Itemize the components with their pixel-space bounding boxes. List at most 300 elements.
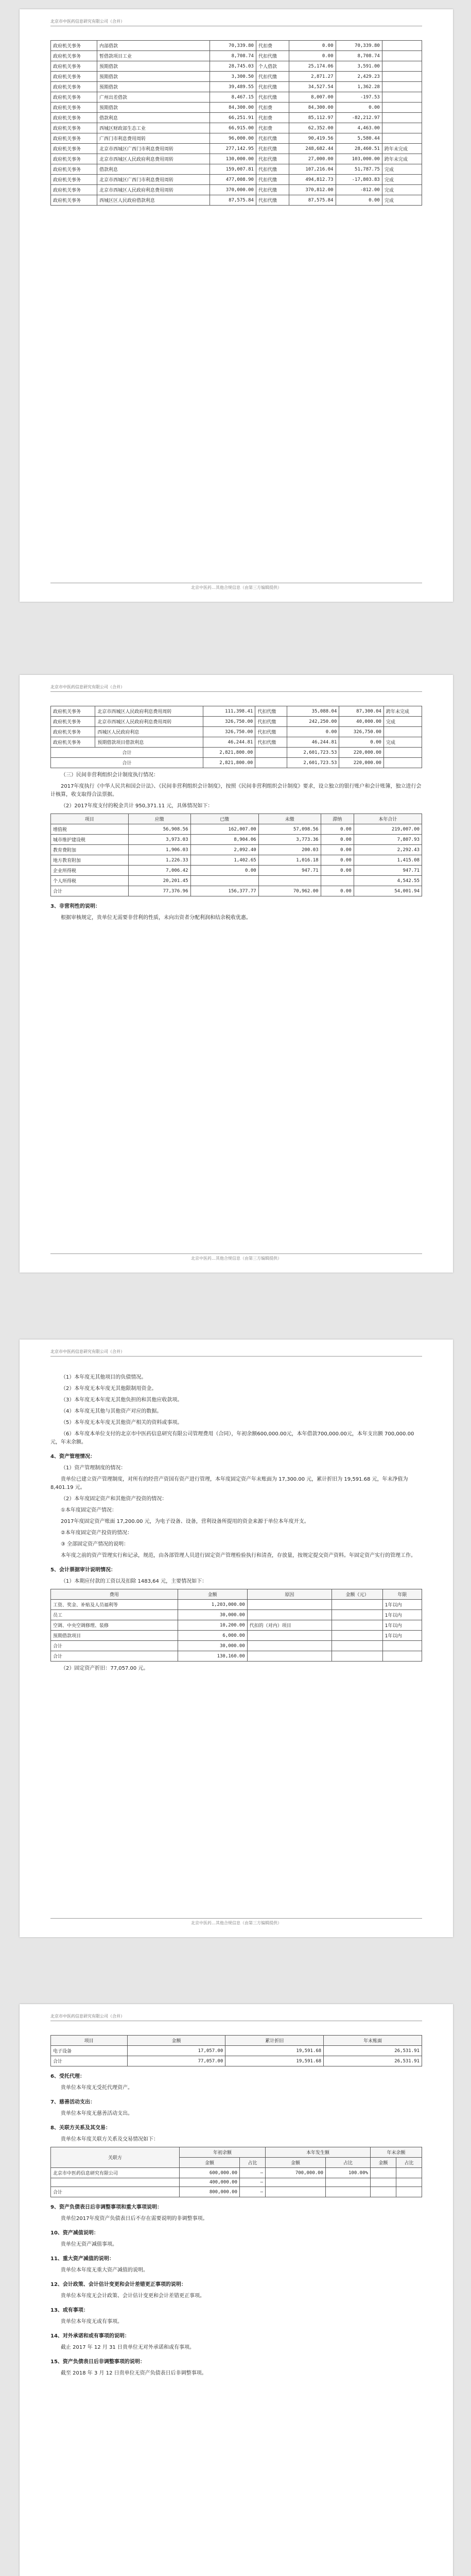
table-cell: 员工 — [51, 1610, 178, 1620]
table-cell: 西城区财政部生态工业 — [97, 123, 210, 133]
table-row — [51, 737, 422, 748]
table-cell: -82,212.97 — [336, 113, 382, 123]
table-cell: 600,000.00 — [180, 2168, 240, 2178]
table-cell: 85,112.97 — [289, 113, 336, 123]
table-cell: 北京市西城区人民政府利息费用周转 — [97, 154, 210, 164]
table-cell: 0.00 — [321, 835, 354, 845]
table-cell: 54,001.94 — [354, 886, 422, 896]
table-cell: 2,601,723.53 — [287, 758, 339, 768]
table-cell — [247, 1651, 332, 1662]
table-cell: 20,201.45 — [128, 876, 190, 886]
section-text: 贵单位2017年度资产负债表日后不存在需要说明的非调整事项。 — [61, 2216, 208, 2222]
table-cell: 30,000.00 — [178, 1610, 247, 1620]
table-cell: 电子设备 — [51, 2046, 128, 2056]
table-cell: 跨年未完成 — [383, 706, 422, 717]
table-cell: 合计 — [51, 748, 203, 758]
table-cell — [370, 2178, 396, 2187]
section-text: 截止 2017 年 12 月 31 日贵单位无对外承诺和或有事项。 — [61, 2345, 195, 2350]
related-party-table — [50, 2147, 422, 2197]
table-cell: 代扣代缴 — [255, 706, 287, 717]
table-cell: 2,821,800.00 — [203, 758, 255, 768]
table-cell — [396, 2178, 422, 2187]
table-cell — [266, 2187, 326, 2197]
table-cell — [247, 1600, 332, 1610]
table-cell: 111,398.41 — [203, 706, 255, 717]
col-header: 占比 — [396, 2158, 422, 2168]
section-heading: 14、对外承诺和或有事项的说明： — [50, 2333, 130, 2339]
section-text: ③ 全部固定资产情况的说明： — [61, 1541, 129, 1547]
table-cell — [332, 1620, 383, 1631]
table-cell — [382, 41, 422, 51]
table-cell — [332, 1610, 383, 1620]
table-row — [51, 717, 422, 727]
table-cell: 政府机关事务 — [51, 103, 97, 113]
asset-table — [50, 2035, 422, 2066]
table-cell: 2,092.40 — [190, 845, 258, 855]
table-cell: 2,429.23 — [336, 72, 382, 82]
table-cell: 8,708.74 — [336, 51, 382, 61]
table-cell: 代扣代缴 — [256, 133, 289, 144]
table-cell: 90,419.56 — [289, 133, 336, 144]
table-cell: 北京市中医药信息研究有限公司 — [51, 2168, 180, 2178]
table-cell: 城市维护建设税 — [51, 835, 129, 845]
table-cell — [326, 2178, 371, 2187]
table-cell: 预期借款项目 — [51, 1631, 178, 1641]
table-cell: 代扣费 — [256, 103, 289, 113]
table-cell — [255, 758, 287, 768]
table-cell: 27,000.00 — [289, 154, 336, 164]
table-cell: 5,580.44 — [336, 133, 382, 144]
table-cell: 政府机关事务 — [51, 92, 97, 103]
section-text: （三）民间非营利组织会计制度执行情况： — [61, 772, 159, 778]
table-cell: 预期借款项目借款利息 — [95, 737, 203, 748]
table-cell: 242,250.00 — [287, 717, 339, 727]
table-row — [51, 845, 422, 855]
table-cell: 57,098.56 — [258, 824, 321, 835]
table-cell: 增值税 — [51, 824, 129, 835]
section-text: （2）本年度固定资产和其他资产投资的情况： — [61, 1496, 167, 1502]
table-cell — [382, 1641, 422, 1651]
table-row — [51, 886, 422, 896]
table-cell: 代扣代缴 — [256, 72, 289, 82]
table-cell: 0.00 — [289, 41, 336, 51]
table-row — [51, 2187, 422, 2197]
table-cell: 947.71 — [258, 866, 321, 876]
table-row — [51, 706, 422, 717]
table-cell: 政府机关事务 — [51, 41, 97, 51]
table-cell: 3,591.00 — [336, 61, 382, 72]
table-cell: 1,402.65 — [190, 855, 258, 866]
table-cell: 北京市西城区人民政府利息费用周转 — [95, 706, 203, 717]
col-header: 占比 — [326, 2158, 371, 2168]
page-footer: 北京中医药…其他合规信息（由第三方编辑提供） — [50, 1918, 422, 1926]
table-cell: 35,088.04 — [287, 706, 339, 717]
col-header: 金额（元） — [332, 1589, 383, 1600]
table-cell: 219,007.00 — [354, 824, 422, 835]
table-cell: 39,489.55 — [210, 82, 256, 92]
table-cell: 477,008.90 — [210, 175, 256, 185]
table-cell — [383, 727, 422, 737]
table-cell: 130,160.00 — [178, 1651, 247, 1662]
table-cell: 代扣代缴 — [256, 92, 289, 103]
table-cell: 完成 — [383, 737, 422, 748]
page-footer: 北京中医药…其他合规信息（由第三方编辑提供） — [50, 583, 422, 590]
table-cell: 947.71 — [354, 866, 422, 876]
table-cell: 66,915.00 — [210, 123, 256, 133]
table-cell — [382, 72, 422, 82]
section-text: 贵单位无资产减值事项。 — [61, 2242, 117, 2247]
table-cell: 77,376.96 — [128, 886, 190, 896]
table-cell: 1,415.08 — [354, 855, 422, 866]
section-text: 贵单位已建立资产管理制度，对所有的经营产资国有资产进行管理，本年度固定资产年末账面为 17,300.00 元，累计折旧为 19,591.68 元，年末净值为 8,401.19 元。 — [50, 1477, 408, 1490]
col-header: 金额 — [266, 2158, 326, 2168]
table-row — [51, 144, 422, 154]
table-cell: 完成 — [383, 717, 422, 727]
table-cell: 跨年未完成 — [382, 154, 422, 164]
table-cell: 1,906.03 — [128, 845, 190, 855]
table-cell: -197.53 — [336, 92, 382, 103]
table-cell: 预期借款 — [97, 103, 210, 113]
table-cell: — — [240, 2187, 266, 2197]
section-heading: 9、资产负债表日后非调整事项和重大事项说明： — [50, 2205, 162, 2210]
col-header: 本年发生额 — [266, 2147, 371, 2158]
table-cell: 4,542.55 — [354, 876, 422, 886]
table-cell: 0.00 — [321, 824, 354, 835]
section-text: （1）本期应付款的工资以及扣除 1483,64 元，主要情况如下： — [61, 1579, 207, 1584]
table-cell: 6,000.00 — [178, 1631, 247, 1641]
table-cell: 77,057.00 — [127, 2056, 225, 2066]
table-cell: 内部借款 — [97, 41, 210, 51]
table-cell: 代扣代缴 — [256, 144, 289, 154]
table-cell: 代扣费 — [256, 113, 289, 123]
table-cell: 政府机关事务 — [51, 144, 97, 154]
section-text: （1）资产管理制度的情况： — [61, 1465, 126, 1471]
loan-table-1 — [50, 40, 422, 206]
table-cell: 34,527.54 — [289, 82, 336, 92]
col-header: 金额 — [127, 2036, 225, 2046]
table-cell — [247, 1641, 332, 1651]
table-cell: 北京市西城区人民政府利息费用周转 — [97, 185, 210, 195]
table-cell: 103,000.00 — [336, 154, 382, 164]
table-cell: 代扣代缴 — [255, 727, 287, 737]
col-header: 累计折旧 — [225, 2036, 324, 2046]
section-text: 贵单位本年度无会计政策、会计估计变更和会计差错更正事项。 — [61, 2293, 205, 2299]
table-cell: 代扣代缴 — [256, 164, 289, 175]
table-cell: 326,750.00 — [203, 727, 255, 737]
page-1 — [20, 9, 453, 602]
table-cell: 26,531.91 — [324, 2056, 422, 2066]
table-row — [51, 2056, 422, 2066]
table-cell: 代扣代缴 — [256, 154, 289, 164]
table-cell — [247, 1631, 332, 1641]
table-cell: 政府机关事务 — [51, 185, 97, 195]
table-row — [51, 2168, 422, 2178]
table-cell — [382, 123, 422, 133]
table-cell: 完成 — [382, 164, 422, 175]
table-cell — [190, 876, 258, 886]
section-text: 贵单位本年度无受托代理资产。 — [61, 2085, 133, 2091]
table-cell: 8,904.06 — [190, 835, 258, 845]
table-cell — [382, 1651, 422, 1662]
section-heading: 3、非营利性的说明： — [50, 904, 100, 909]
table-cell: 26,531.91 — [324, 2046, 422, 2056]
table-row — [51, 185, 422, 195]
table-cell: 预期借款 — [97, 72, 210, 82]
table-cell — [332, 1651, 383, 1662]
table-cell: 完成 — [382, 175, 422, 185]
section-text: 贵单位本年度无或有事项。 — [61, 2319, 123, 2325]
section-text: 2017年度执行《中华人民共和国会计法》、《民间非营利组织会计制度》，按照《民间非营利组织会计制度》要求，设立独立的银行账户和会计账簿，独立进行会计核算，收支取得合法票据。 — [50, 784, 422, 798]
table-cell: 70,339.80 — [336, 41, 382, 51]
table-cell — [382, 103, 422, 113]
table-cell: 北京市西城区广西门市利息费用周转 — [97, 144, 210, 154]
table-row — [51, 876, 422, 886]
table-cell: 107,216.04 — [289, 164, 336, 175]
table-row — [51, 727, 422, 737]
table-cell: 代扣代缴 — [256, 185, 289, 195]
table-cell: 200.03 — [258, 845, 321, 855]
col-header: 滞纳 — [321, 814, 354, 824]
col-header: 年限 — [382, 1589, 422, 1600]
table-cell: 10,200.00 — [178, 1620, 247, 1631]
page-header: 北京市中医药信息研究有限公司（合并） — [50, 19, 422, 26]
col-header: 未缴 — [258, 814, 321, 824]
section-heading: 6、受托代理： — [50, 2074, 85, 2079]
section-text: （2）固定资产折旧：77,057.00 元。 — [61, 1666, 149, 1671]
section-text: 截至 2018 年 3 月 12 日贵单位无资产负债表日后非调整事项。 — [61, 2370, 207, 2376]
table-cell: 0.00 — [336, 195, 382, 206]
table-cell — [383, 758, 422, 768]
section-text: 贵单位本年度无慈善活动支出。 — [61, 2111, 133, 2116]
table-cell: 400,000.00 — [180, 2178, 240, 2187]
table-cell: 4,463.00 — [336, 123, 382, 133]
table-cell: 借款利息 — [97, 164, 210, 175]
table-cell: 28,745.03 — [210, 61, 256, 72]
table-row — [51, 866, 422, 876]
tax-table — [50, 814, 422, 896]
table-cell: 0.00 — [336, 103, 382, 113]
table-cell: 个人借款 — [256, 61, 289, 72]
section-heading: 4、资产管理情况： — [50, 1454, 95, 1460]
table-cell: 政府机关事务 — [51, 72, 97, 82]
table-cell: 370,812.00 — [289, 185, 336, 195]
section-text: 根据审核规定，贵单位无需要非营利的性质，未向出资者分配利润和结余税收优惠。 — [61, 915, 251, 921]
table-cell: 借款利息 — [97, 113, 210, 123]
table-row — [51, 113, 422, 123]
section-text: （2）本年度无本年度无其他限制用资金。 — [61, 1386, 157, 1392]
table-cell: 北京市西城区人民政府利息费用周转 — [95, 717, 203, 727]
table-cell: 1,226.33 — [128, 855, 190, 866]
col-header: 应缴 — [128, 814, 190, 824]
table-cell: 政府机关事务 — [51, 727, 95, 737]
table-cell: 政府机关事务 — [51, 737, 95, 748]
table-row — [51, 92, 422, 103]
table-cell — [332, 1600, 383, 1610]
section-text: （2）2017年度支付的税金共计 950,371.11 元，具体情况如下： — [61, 803, 213, 809]
col-header: 金额 — [178, 1589, 247, 1600]
col-header: 年末余额 — [370, 2147, 422, 2158]
table-cell: 合计 — [51, 2187, 180, 2197]
section-text: （6）本年度本单位支付的北京市中医药信息研究有限公司管理费用（合同），年初余额600,000.00元，本年借款700,000.00元，本年支出额 700,000.00 元，年末余额。 — [50, 1431, 414, 1445]
table-cell: 7,807.93 — [354, 835, 422, 845]
table-cell: 3,773.36 — [258, 835, 321, 845]
table-cell: 工资、奖金、补贴及人员福利等 — [51, 1600, 178, 1610]
table-cell: 代扣代缴 — [255, 717, 287, 727]
table-cell: 广州出差借款 — [97, 92, 210, 103]
table-cell: 代扣费 — [256, 123, 289, 133]
table-cell: 700,000.00 — [266, 2168, 326, 2178]
table-cell: — — [240, 2178, 266, 2187]
table-row — [51, 164, 422, 175]
table-cell: 政府机关事务 — [51, 164, 97, 175]
table-cell: 0.00 — [321, 845, 354, 855]
table-cell: 广西门市利息费用周转 — [97, 133, 210, 144]
table-cell: 0.00 — [321, 886, 354, 896]
table-cell: 政府机关事务 — [51, 82, 97, 92]
table-cell — [382, 82, 422, 92]
table-cell: 84,300.00 — [289, 103, 336, 113]
table-row — [51, 51, 422, 61]
table-cell: 政府机关事务 — [51, 706, 95, 717]
table-cell: 70,962.00 — [258, 886, 321, 896]
table-cell — [382, 92, 422, 103]
table-cell: 预期借款 — [97, 61, 210, 72]
table-cell: 326,750.00 — [203, 717, 255, 727]
table-cell: 0.00 — [287, 727, 339, 737]
table-cell: 30,000.00 — [178, 1641, 247, 1651]
table-cell — [266, 2178, 326, 2187]
page-2 — [20, 675, 453, 1273]
table-cell: 8,708.74 — [210, 51, 256, 61]
table-cell: 代扣代缴 — [256, 175, 289, 185]
table-cell: 326,750.00 — [339, 727, 384, 737]
table-cell — [382, 61, 422, 72]
table-cell: 代扣费 — [256, 41, 289, 51]
table-cell: 62,352.00 — [289, 123, 336, 133]
table-cell: 0.00 — [289, 51, 336, 61]
section-heading: 8、关联方关系及其交易： — [50, 2125, 111, 2131]
col-header: 年末账面 — [324, 2036, 422, 2046]
table-cell: 政府机关事务 — [51, 154, 97, 164]
col-header: 原因 — [247, 1589, 332, 1600]
table-row — [51, 175, 422, 185]
page-header: 北京市中医药信息研究有限公司（合并） — [50, 684, 422, 692]
table-cell: 跨年未完成 — [382, 144, 422, 154]
table-cell: -17,803.83 — [336, 175, 382, 185]
table-cell: 7,006.42 — [128, 866, 190, 876]
table-cell: 合计 — [51, 1641, 178, 1651]
table-row — [51, 41, 422, 51]
table-cell: 空调、中央空调修理、装修 — [51, 1620, 178, 1631]
section-heading: 10、资产减值说明： — [50, 2230, 99, 2236]
table-cell: 96,000.00 — [210, 133, 256, 144]
table-cell: 1,016.18 — [258, 855, 321, 866]
table-cell — [370, 2187, 396, 2197]
table-cell: 0.00 — [321, 855, 354, 866]
col-header: 金额 — [180, 2158, 240, 2168]
table-cell: 28,460.51 — [336, 144, 382, 154]
table-row — [51, 1600, 422, 1610]
table-cell: 代扣代缴 — [256, 82, 289, 92]
table-row — [51, 1641, 422, 1651]
table-cell: 2,292.43 — [354, 845, 422, 855]
table-cell: 1年以内 — [382, 1631, 422, 1641]
table-cell: 70,339.80 — [210, 41, 256, 51]
table-cell: 合计 — [51, 1651, 178, 1662]
table-cell: 暂借款项目工业 — [97, 51, 210, 61]
table-cell: 3,973.03 — [128, 835, 190, 845]
table-cell — [383, 748, 422, 758]
table-cell: — — [240, 2168, 266, 2178]
table-cell: 220,000.00 — [339, 758, 384, 768]
table-row — [51, 103, 422, 113]
table-cell: 完成 — [382, 185, 422, 195]
table-cell: 代扣的（对内）项目 — [247, 1620, 332, 1631]
section-heading: 13、或有事项： — [50, 2308, 89, 2313]
table-cell: 1年以内 — [382, 1610, 422, 1620]
table-cell: 西城区人民政府利息 — [95, 727, 203, 737]
table-row — [51, 61, 422, 72]
table-cell: 1,362.28 — [336, 82, 382, 92]
table-cell: 合计 — [51, 758, 203, 768]
table-cell: 87,575.84 — [289, 195, 336, 206]
section-text: （3）本年度无本年度无其他负担的和其他应收款项。 — [61, 1397, 183, 1403]
table-cell: 51,787.75 — [336, 164, 382, 175]
table-row — [51, 855, 422, 866]
table-cell — [332, 1641, 383, 1651]
table-cell: 19,591.68 — [225, 2046, 324, 2056]
page-header: 北京市中医药信息研究有限公司（合并） — [50, 2013, 422, 2021]
table-cell: 地方教育附加 — [51, 855, 129, 866]
table-cell: 教育费附加 — [51, 845, 129, 855]
table-cell: 156,377.77 — [190, 886, 258, 896]
table-row — [51, 133, 422, 144]
payable-table — [50, 1589, 422, 1662]
table-cell: 8,007.00 — [289, 92, 336, 103]
table-row — [51, 195, 422, 206]
table-cell: 政府机关事务 — [51, 51, 97, 61]
table-cell — [382, 51, 422, 61]
table-cell — [396, 2168, 422, 2178]
table-cell: 2,601,723.53 — [287, 748, 339, 758]
section-heading: 15、资产负债表日后非调整事项的说明： — [50, 2359, 145, 2365]
section-text: （4）本年度无其他与其他资产对应的数据。 — [61, 1409, 162, 1414]
table-row — [51, 82, 422, 92]
table-cell: 预期借款 — [97, 82, 210, 92]
table-cell: 56,908.56 — [128, 824, 190, 835]
table-cell: 87,300.04 — [339, 706, 384, 717]
table-cell: 40,000.00 — [339, 717, 384, 727]
table-cell: 46,244.81 — [287, 737, 339, 748]
table-cell: 0.00 — [339, 737, 384, 748]
table-cell — [382, 133, 422, 144]
table-cell: 合计 — [51, 886, 129, 896]
table-cell — [258, 876, 321, 886]
table-row — [51, 2046, 422, 2056]
col-header: 关联方 — [51, 2147, 180, 2168]
table-cell: 8,467.15 — [210, 92, 256, 103]
table-cell: 1年以内 — [382, 1620, 422, 1631]
table-cell: 17,057.00 — [127, 2046, 225, 2056]
table-row — [51, 123, 422, 133]
table-cell: 162,007.00 — [190, 824, 258, 835]
page-4 — [20, 2004, 453, 2576]
table-cell: 494,812.73 — [289, 175, 336, 185]
col-header: 本年合计 — [354, 814, 422, 824]
table-cell: 277,142.95 — [210, 144, 256, 154]
table-cell — [247, 1610, 332, 1620]
table-cell: 84,300.00 — [210, 103, 256, 113]
